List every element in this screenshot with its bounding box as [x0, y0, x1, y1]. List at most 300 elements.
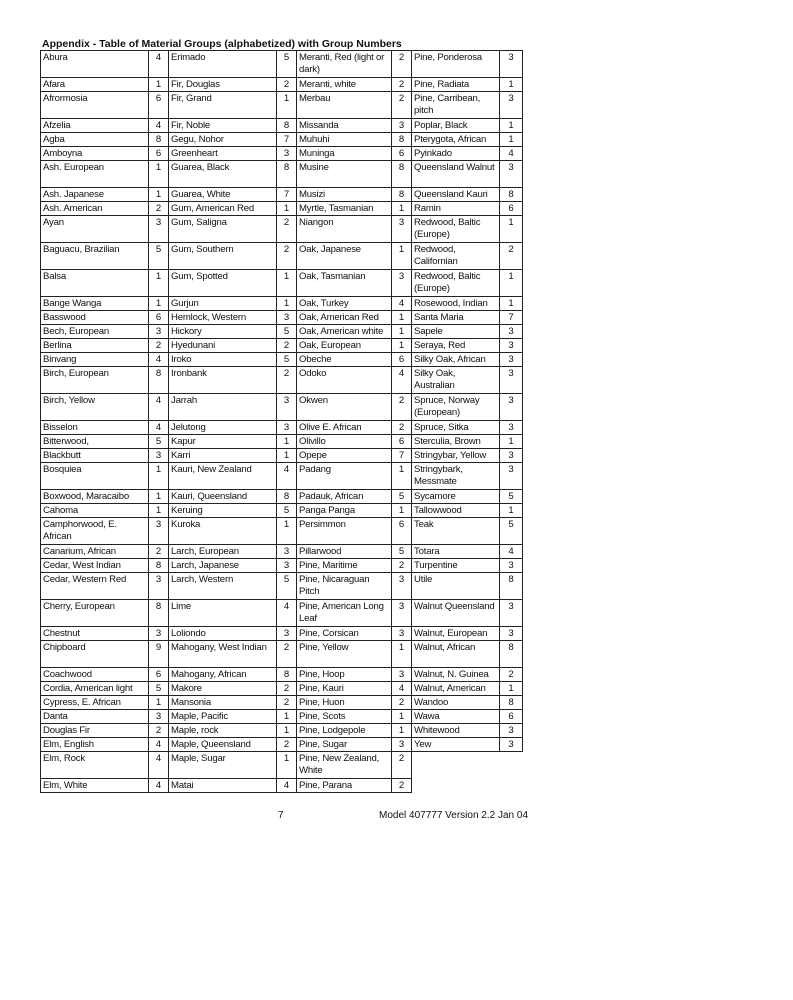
group-number: 3 [500, 449, 523, 463]
table-row [41, 161, 523, 188]
material-name: Cypress, E. African [41, 696, 149, 710]
material-name: Cahoma [41, 504, 149, 518]
material-name: Olivillo [297, 435, 392, 449]
group-number: 1 [392, 325, 412, 339]
material-name: Guarea, Black [169, 161, 277, 188]
group-number: 1 [392, 504, 412, 518]
material-name: Danta [41, 710, 149, 724]
material-name: Musizi [297, 188, 392, 202]
table-row [41, 353, 523, 367]
material-name: Silky Oak, Australian [412, 367, 500, 394]
group-number: 1 [277, 270, 297, 297]
material-name: Berlina [41, 339, 149, 353]
material-name: Redwood, Baltic (Europe) [412, 270, 500, 297]
material-name: Jarrah [169, 394, 277, 421]
group-number: 3 [500, 353, 523, 367]
model-version: Model 407777 Version 2.2 Jan 04 [379, 810, 528, 821]
material-name: Birch, Yellow [41, 394, 149, 421]
group-number: 6 [392, 147, 412, 161]
material-name: Muhuhi [297, 133, 392, 147]
material-name: Ash. American [41, 202, 149, 216]
group-number: 3 [392, 668, 412, 682]
group-number: 4 [277, 600, 297, 627]
table-row [41, 600, 523, 627]
material-name: Afzelia [41, 119, 149, 133]
material-name: Stringybar, Yellow [412, 449, 500, 463]
group-number: 1 [392, 724, 412, 738]
material-name: Walnut, African [412, 641, 500, 668]
material-name: Muninga [297, 147, 392, 161]
table-row [41, 297, 523, 311]
material-name: Oak, Japanese [297, 243, 392, 270]
page-number: 7 [278, 810, 284, 821]
group-number: 1 [392, 202, 412, 216]
material-name: Santa Maria [412, 311, 500, 325]
group-number: 3 [500, 600, 523, 627]
material-name: Jelutong [169, 421, 277, 435]
group-number: 3 [149, 710, 169, 724]
material-name: Meranti, Red (light or dark) [297, 51, 392, 78]
material-name: Matai [169, 779, 277, 793]
group-number: 1 [277, 297, 297, 311]
group-number: 3 [500, 627, 523, 641]
table-row [41, 641, 523, 668]
material-name: Padang [297, 463, 392, 490]
material-name: Mahogany, West Indian [169, 641, 277, 668]
table-row [41, 133, 523, 147]
material-name: Douglas Fir [41, 724, 149, 738]
group-number: 1 [277, 518, 297, 545]
material-name: Obeche [297, 353, 392, 367]
group-number: 3 [392, 627, 412, 641]
table-row [41, 78, 523, 92]
material-name: Gum, Saligna [169, 216, 277, 243]
material-name: Myrtle, Tasmanian [297, 202, 392, 216]
material-name: Ash. Japanese [41, 188, 149, 202]
material-name: Amboyna [41, 147, 149, 161]
material-name: Pine, Parana [297, 779, 392, 793]
material-name: Loliondo [169, 627, 277, 641]
group-number: 8 [500, 696, 523, 710]
material-name: Camphorwood, E. African [41, 518, 149, 545]
group-number: 4 [149, 51, 169, 78]
group-number: 1 [500, 78, 523, 92]
material-name: Maple, rock [169, 724, 277, 738]
group-number: 5 [149, 682, 169, 696]
material-name: Redwood, Baltic (Europe) [412, 216, 500, 243]
group-number: 2 [392, 559, 412, 573]
table-row [41, 559, 523, 573]
material-name: Walnut, American [412, 682, 500, 696]
group-number: 1 [500, 216, 523, 243]
material-name: Spruce, Sitka [412, 421, 500, 435]
material-name: Cherry, European [41, 600, 149, 627]
group-number: 3 [277, 627, 297, 641]
group-number: 3 [149, 325, 169, 339]
material-name: Walnut, N. Guinea [412, 668, 500, 682]
group-number: 8 [392, 161, 412, 188]
material-name: Pine, New Zealand, White [297, 752, 392, 779]
group-number: 3 [500, 92, 523, 119]
group-number: 1 [500, 435, 523, 449]
group-number: 2 [500, 243, 523, 270]
group-number: 1 [149, 188, 169, 202]
material-name: Ironbank [169, 367, 277, 394]
material-name: Mahogany, African [169, 668, 277, 682]
material-name: Poplar, Black [412, 119, 500, 133]
group-number: 6 [500, 202, 523, 216]
material-name: Sterculia, Brown [412, 435, 500, 449]
group-number: 4 [392, 297, 412, 311]
material-name: Pine, Nicaraguan Pitch [297, 573, 392, 600]
material-name: Karri [169, 449, 277, 463]
group-number: 3 [500, 463, 523, 490]
material-name: Musine [297, 161, 392, 188]
material-name: Kapur [169, 435, 277, 449]
material-name: Pillarwood [297, 545, 392, 559]
material-name: Opepe [297, 449, 392, 463]
group-number: 5 [277, 51, 297, 78]
material-name: Cedar, Western Red [41, 573, 149, 600]
group-number: 8 [149, 367, 169, 394]
group-number: 3 [277, 421, 297, 435]
material-name: Oak, Tasmanian [297, 270, 392, 297]
material-name: Afara [41, 78, 149, 92]
group-number: 3 [500, 559, 523, 573]
group-number: 5 [277, 353, 297, 367]
group-number: 3 [392, 216, 412, 243]
material-name: Pine, Lodgepole [297, 724, 392, 738]
group-number: 3 [500, 738, 523, 752]
table-row [41, 243, 523, 270]
material-name: Stringybark, Messmate [412, 463, 500, 490]
material-name: Odoko [297, 367, 392, 394]
material-name: Panga Panga [297, 504, 392, 518]
material-name: Elm, Rock [41, 752, 149, 779]
material-name: Bech, European [41, 325, 149, 339]
group-number: 4 [149, 394, 169, 421]
material-name: Greenheart [169, 147, 277, 161]
group-number: 6 [392, 518, 412, 545]
material-name: Walnut Queensland [412, 600, 500, 627]
material-name: Hemlock, Western [169, 311, 277, 325]
group-number: 8 [277, 161, 297, 188]
group-number: 1 [277, 92, 297, 119]
material-name: Boxwood, Maracaibo [41, 490, 149, 504]
group-number: 3 [277, 559, 297, 573]
group-number: 8 [149, 559, 169, 573]
material-name: Coachwood [41, 668, 149, 682]
group-number: 1 [392, 243, 412, 270]
material-name: Larch, European [169, 545, 277, 559]
group-number: 3 [500, 421, 523, 435]
group-number: 2 [149, 724, 169, 738]
group-number: 2 [277, 696, 297, 710]
material-name: Hyedunani [169, 339, 277, 353]
group-number: 4 [149, 752, 169, 779]
material-name: Pine, Corsican [297, 627, 392, 641]
material-name: Baguacu, Brazilian [41, 243, 149, 270]
group-number: 7 [500, 311, 523, 325]
group-number: 6 [149, 311, 169, 325]
group-number: 2 [392, 51, 412, 78]
group-number: 8 [392, 133, 412, 147]
material-name: Hickory [169, 325, 277, 339]
group-number: 9 [149, 641, 169, 668]
material-name: Pine, Kauri [297, 682, 392, 696]
group-number: 8 [149, 133, 169, 147]
group-number: 5 [277, 504, 297, 518]
material-name: Canarium, African [41, 545, 149, 559]
material-name: Teak [412, 518, 500, 545]
material-name: Pine, Maritime [297, 559, 392, 573]
material-name: Cordia, American light [41, 682, 149, 696]
material-name: Kuroka [169, 518, 277, 545]
group-number: 3 [500, 161, 523, 188]
material-name: Ramin [412, 202, 500, 216]
material-name: Abura [41, 51, 149, 78]
material-name: Bisselon [41, 421, 149, 435]
material-name: Queensland Walnut [412, 161, 500, 188]
material-name: Queensland Kauri [412, 188, 500, 202]
group-number: 4 [277, 463, 297, 490]
group-number: 2 [149, 202, 169, 216]
material-name: Birch, European [41, 367, 149, 394]
group-number: 8 [392, 188, 412, 202]
material-name: Mansonia [169, 696, 277, 710]
material-name: Oak, Turkey [297, 297, 392, 311]
table-row [41, 449, 523, 463]
group-number: 2 [500, 668, 523, 682]
table-row [41, 202, 523, 216]
material-name: Okwen [297, 394, 392, 421]
table-row [41, 752, 523, 779]
material-name: Sapele [412, 325, 500, 339]
group-number: 5 [277, 573, 297, 600]
material-name: Binvang [41, 353, 149, 367]
group-number: 1 [392, 463, 412, 490]
group-number: 3 [500, 325, 523, 339]
group-number: 3 [500, 367, 523, 394]
table-row [41, 738, 523, 752]
group-number: 6 [500, 710, 523, 724]
material-name: Ash. European [41, 161, 149, 188]
group-number: 4 [277, 779, 297, 793]
material-name: Cedar, West Indian [41, 559, 149, 573]
table-row [41, 188, 523, 202]
material-name: Pine, Yellow [297, 641, 392, 668]
group-number: 4 [149, 779, 169, 793]
group-number: 6 [392, 435, 412, 449]
group-number: 3 [392, 270, 412, 297]
material-name: Totara [412, 545, 500, 559]
group-number: 3 [500, 394, 523, 421]
material-name: Fir, Douglas [169, 78, 277, 92]
group-number: 3 [392, 738, 412, 752]
material-name: Yew [412, 738, 500, 752]
material-name: Agba [41, 133, 149, 147]
group-number: 3 [277, 147, 297, 161]
material-name: Iroko [169, 353, 277, 367]
table-row [41, 421, 523, 435]
material-name: Gegu, Nohor [169, 133, 277, 147]
material-name: Pine, American Long Leaf [297, 600, 392, 627]
group-number: 1 [500, 504, 523, 518]
material-name: Gurjun [169, 297, 277, 311]
material-name: Fir, Noble [169, 119, 277, 133]
group-number: 4 [149, 421, 169, 435]
group-number: 1 [277, 752, 297, 779]
group-number: 5 [149, 435, 169, 449]
material-name: Spruce, Norway (European) [412, 394, 500, 421]
group-number: 1 [277, 202, 297, 216]
group-number: 1 [149, 696, 169, 710]
group-number: 8 [277, 490, 297, 504]
material-name: Seraya, Red [412, 339, 500, 353]
material-name: Walnut, European [412, 627, 500, 641]
group-number: 2 [392, 92, 412, 119]
material-name: Bitterwood, [41, 435, 149, 449]
material-name: Pine, Hoop [297, 668, 392, 682]
group-number: 2 [392, 752, 412, 779]
table-row [41, 92, 523, 119]
table-row [41, 394, 523, 421]
group-number: 8 [500, 188, 523, 202]
table-row [41, 682, 523, 696]
material-name: Utile [412, 573, 500, 600]
group-number: 3 [392, 119, 412, 133]
group-number: 3 [392, 600, 412, 627]
material-name: Basswood [41, 311, 149, 325]
group-number: 4 [500, 545, 523, 559]
group-number: 2 [392, 78, 412, 92]
material-name: Whitewood [412, 724, 500, 738]
material-name: Padauk, African [297, 490, 392, 504]
table-row [41, 504, 523, 518]
material-name: Larch, Japanese [169, 559, 277, 573]
group-number: 3 [149, 216, 169, 243]
material-name: Pine, Carribean, pitch [412, 92, 500, 119]
group-number: 8 [277, 668, 297, 682]
material-name: Pyinkado [412, 147, 500, 161]
material-name: Oak, European [297, 339, 392, 353]
material-name: Kauri, Queensland [169, 490, 277, 504]
material-name: Wandoo [412, 696, 500, 710]
material-name: Fir, Grand [169, 92, 277, 119]
group-number: 3 [277, 394, 297, 421]
group-number: 1 [392, 710, 412, 724]
appendix-title: Appendix - Table of Material Groups (alphabetized) with Group Numbers [42, 38, 402, 50]
group-number: 1 [149, 78, 169, 92]
group-number: 1 [149, 490, 169, 504]
group-number: 2 [277, 243, 297, 270]
group-number: 6 [149, 668, 169, 682]
table-row [41, 339, 523, 353]
group-number: 3 [149, 573, 169, 600]
material-name: Sycamore [412, 490, 500, 504]
material-name: Balsa [41, 270, 149, 297]
group-number: 3 [392, 573, 412, 600]
group-number: 1 [149, 504, 169, 518]
material-name: Wawa [412, 710, 500, 724]
material-name: Maple, Queensland [169, 738, 277, 752]
empty-cell [412, 752, 523, 793]
table-row [41, 311, 523, 325]
group-number: 4 [149, 353, 169, 367]
group-number: 8 [500, 573, 523, 600]
group-number: 2 [277, 339, 297, 353]
material-name: Pine, Ponderosa [412, 51, 500, 78]
table-row [41, 573, 523, 600]
material-name: Missanda [297, 119, 392, 133]
group-number: 2 [277, 216, 297, 243]
group-number: 5 [500, 518, 523, 545]
material-name: Turpentine [412, 559, 500, 573]
material-name: Pine, Radiata [412, 78, 500, 92]
group-number: 4 [392, 367, 412, 394]
group-number: 6 [149, 147, 169, 161]
table-row [41, 710, 523, 724]
group-number: 1 [149, 270, 169, 297]
group-number: 3 [500, 339, 523, 353]
group-number: 1 [149, 297, 169, 311]
group-number: 7 [392, 449, 412, 463]
group-number: 3 [500, 724, 523, 738]
table-row [41, 668, 523, 682]
material-name: Chipboard [41, 641, 149, 668]
table-row [41, 518, 523, 545]
group-number: 1 [277, 435, 297, 449]
group-number: 5 [500, 490, 523, 504]
group-number: 2 [392, 779, 412, 793]
material-name: Kauri, New Zealand [169, 463, 277, 490]
group-number: 5 [149, 243, 169, 270]
table-row [41, 724, 523, 738]
group-number: 1 [149, 463, 169, 490]
group-number: 1 [392, 641, 412, 668]
group-number: 3 [149, 449, 169, 463]
group-number: 5 [392, 545, 412, 559]
group-number: 2 [392, 696, 412, 710]
table-row [41, 367, 523, 394]
table-row [41, 216, 523, 243]
group-number: 2 [277, 367, 297, 394]
table-row [41, 119, 523, 133]
group-number: 6 [392, 353, 412, 367]
group-number: 3 [149, 627, 169, 641]
group-number: 3 [149, 518, 169, 545]
group-number: 1 [392, 311, 412, 325]
material-name: Niangon [297, 216, 392, 243]
material-name: Maple, Pacific [169, 710, 277, 724]
group-number: 4 [500, 147, 523, 161]
material-name: Pine, Scots [297, 710, 392, 724]
group-number: 5 [277, 325, 297, 339]
group-number: 3 [500, 51, 523, 78]
group-number: 1 [277, 724, 297, 738]
group-number: 2 [277, 641, 297, 668]
material-name: Redwood, Californian [412, 243, 500, 270]
material-name: Pine, Sugar [297, 738, 392, 752]
group-number: 2 [149, 545, 169, 559]
group-number: 8 [500, 641, 523, 668]
group-number: 3 [277, 311, 297, 325]
table-row [41, 270, 523, 297]
group-number: 2 [392, 394, 412, 421]
material-name: Keruing [169, 504, 277, 518]
group-number: 5 [392, 490, 412, 504]
group-number: 1 [500, 119, 523, 133]
